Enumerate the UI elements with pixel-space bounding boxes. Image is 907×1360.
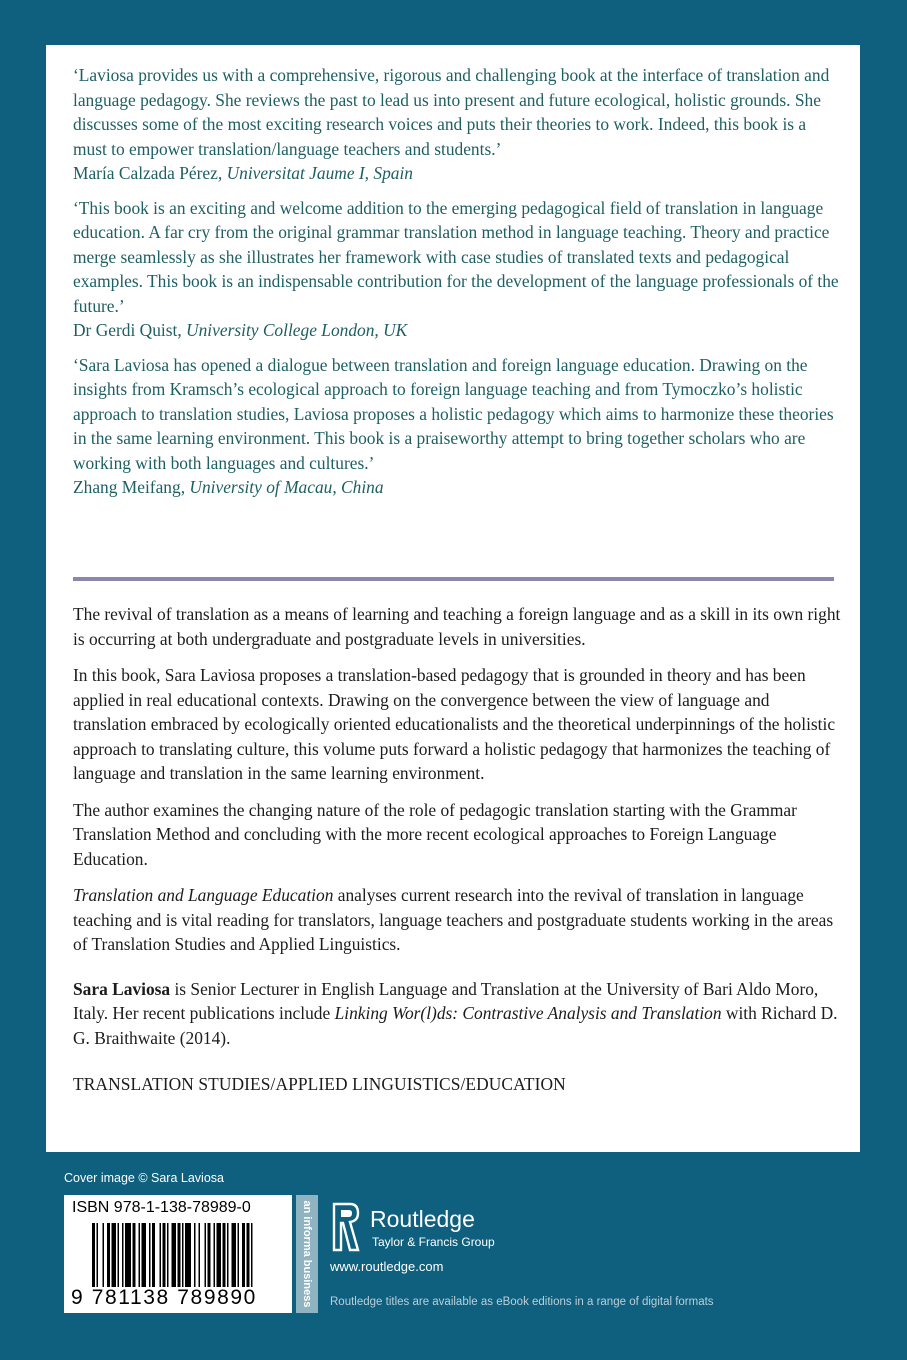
- review-text: ‘Laviosa provides us with a comprehensive, rigorous and challenging book at the interface of translation and language pedagogy. She reviews the past to lead us into present and future ecological, holistic grounds. She discusses some of the most exciting research voices and puts their theories to work. Indeed, this book is a must to empower translation/language teachers and students.’: [73, 65, 830, 159]
- review-text: ‘This book is an exciting and welcome addition to the emerging pedagogical field of translation in language education. A far cry from the original grammar translation method in language teaching. Theory and practice merge seamlessly as she illustrates her framework with case studies of translated texts and pedagogical examples. This book is an indispensable contribution for the development of the language professionals of the future.’: [73, 197, 839, 316]
- barcode-digits: 9 781138 789890: [71, 1286, 257, 1309]
- author-bio: [73, 977, 843, 1051]
- barcode-icon: [92, 1223, 282, 1287]
- publisher-name: Routledge: [370, 1206, 475, 1232]
- review-1: [73, 63, 843, 186]
- routledge-logo-icon: [330, 1202, 362, 1252]
- review-author: María Calzada Pérez,: [73, 163, 223, 183]
- bio-text: is Senior Lecturer in English Language and Translation at the University of Bari Aldo Moro, Italy. Her recent publications include: [73, 978, 819, 1023]
- informa-strip: [296, 1195, 318, 1313]
- review-affiliation: University College London, UK: [186, 320, 408, 340]
- author-name: Sara Laviosa: [73, 978, 171, 999]
- cover-credit: Cover image © Sara Laviosa: [64, 1171, 224, 1185]
- review-attribution: [73, 161, 843, 186]
- review-affiliation: University of Macau, China: [189, 477, 384, 497]
- review-author: Zhang Meifang,: [73, 477, 186, 497]
- review-text: ‘Sara Laviosa has opened a dialogue between translation and foreign language education. Drawing on the insights from Kramsch’s ecological approach to foreign language teaching and from Tymoczko’s holistic approach to translation studies, Laviosa proposes a holistic pedagogy which aims to harmonize these theories in the same learning environment. This book is a praiseworthy attempt to bring together scholars who are working with both languages and cultures.’: [73, 354, 834, 473]
- description-paragraph: [73, 883, 843, 957]
- book-title: Translation and Language Education: [73, 885, 334, 905]
- back-cover-panel: [46, 45, 860, 1152]
- book-description: [73, 602, 843, 1109]
- subject-category: TRANSLATION STUDIES/APPLIED LINGUISTICS/EDUCATION: [73, 1074, 566, 1094]
- review-2: [73, 196, 843, 343]
- section-divider: [73, 577, 834, 581]
- description-paragraph: The author examines the changing nature of the role of pedagogic translation starting with the Grammar Translation Method and concluding with the more recent ecological approaches to Foreign Language Education.: [73, 799, 797, 869]
- isbn-barcode: [64, 1195, 292, 1313]
- review-attribution: [73, 318, 843, 343]
- description-paragraph: In this book, Sara Laviosa proposes a translation-based pedagogy that is grounded in theory and has been applied in real educational contexts. Drawing on the convergence between the view of language and translation embraced by ecologically oriented educationalists and the theoretical underpinnings of the holistic approach to translating culture, this volume puts forward a holistic pedagogy that harmonizes the teaching of language and translation in the same learning environment.: [73, 665, 836, 783]
- description-paragraph: The revival of translation as a means of learning and teaching a foreign language and as a skill in its own right is occurring at both undergraduate and postgraduate levels in universities.: [73, 604, 841, 649]
- bio-text: with Richard D. G. Braithwaite (2014).: [73, 1003, 838, 1048]
- publisher-url[interactable]: www.routledge.com: [330, 1259, 444, 1274]
- review-attribution: [73, 475, 843, 500]
- review-author: Dr Gerdi Quist,: [73, 320, 182, 340]
- publisher-subtitle: Taylor & Francis Group: [372, 1235, 495, 1249]
- review-3: [73, 353, 843, 500]
- reviews-section: [73, 63, 843, 510]
- ebook-note: Routledge titles are available as eBook editions in a range of digital formats: [330, 1296, 714, 1308]
- informa-text: an informa business: [301, 1200, 313, 1308]
- isbn-text: ISBN 978-1-138-78989-0: [72, 1199, 251, 1216]
- review-affiliation: Universitat Jaume I, Spain: [226, 163, 413, 183]
- description-text: analyses current research into the revival of translation in language teaching and is vital reading for translators, language teachers and postgraduate students working in the areas of Translation Studies and Applied Linguistics.: [73, 885, 834, 954]
- publication-title: Linking Wor(l)ds: Contrastive Analysis and Translation: [334, 1003, 722, 1023]
